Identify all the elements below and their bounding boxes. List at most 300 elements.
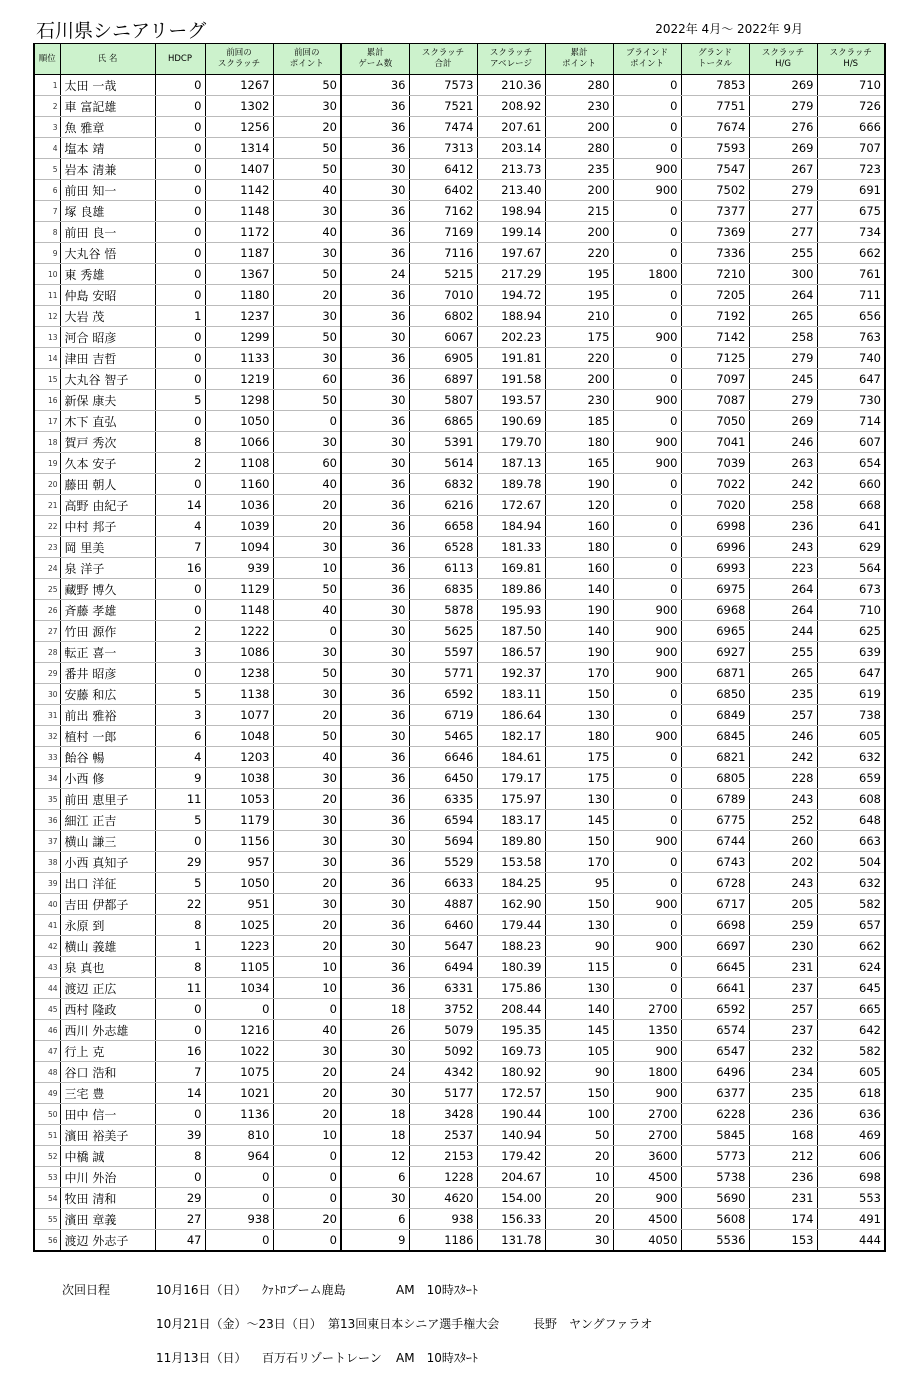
value-cell: 20 — [273, 1062, 341, 1083]
table-row — [34, 831, 885, 852]
value-cell: 654 — [817, 453, 885, 474]
value-cell: 710 — [817, 75, 885, 96]
schedule-item — [62, 1315, 733, 1332]
value-cell: 255 — [749, 642, 817, 663]
value-cell: 36 — [341, 201, 409, 222]
value-cell: 7377 — [681, 201, 749, 222]
value-cell: 30 — [273, 348, 341, 369]
table-row — [34, 117, 885, 138]
value-cell: 30 — [273, 1041, 341, 1062]
value-cell: 0 — [155, 159, 205, 180]
value-cell: 900 — [613, 159, 681, 180]
value-cell: 258 — [749, 495, 817, 516]
value-cell: 1048 — [205, 726, 273, 747]
rank-cell: 11 — [34, 285, 60, 306]
value-cell: 1148 — [205, 600, 273, 621]
table-row — [34, 978, 885, 999]
rank-cell: 37 — [34, 831, 60, 852]
value-cell: 175.97 — [477, 789, 545, 810]
value-cell: 140 — [545, 621, 613, 642]
value-cell: 2 — [155, 453, 205, 474]
value-cell: 217.29 — [477, 264, 545, 285]
table-row — [34, 852, 885, 873]
value-cell: 269 — [749, 138, 817, 159]
schedule-date: 10月16日（日） — [156, 1283, 247, 1297]
value-cell: 47 — [155, 1230, 205, 1252]
player-name-cell: 牧田 清和 — [60, 1188, 155, 1209]
value-cell: 1 — [155, 306, 205, 327]
value-cell: 6805 — [681, 768, 749, 789]
table-row — [34, 915, 885, 936]
value-cell: 1156 — [205, 831, 273, 852]
rank-cell: 2 — [34, 96, 60, 117]
value-cell: 1036 — [205, 495, 273, 516]
value-cell: 115 — [545, 957, 613, 978]
value-cell: 6897 — [409, 369, 477, 390]
value-cell: 8 — [155, 915, 205, 936]
value-cell: 7502 — [681, 180, 749, 201]
value-cell: 20 — [545, 1209, 613, 1230]
value-cell: 8 — [155, 1146, 205, 1167]
value-cell: 6719 — [409, 705, 477, 726]
value-cell: 0 — [155, 243, 205, 264]
value-cell: 5690 — [681, 1188, 749, 1209]
value-cell: 504 — [817, 852, 885, 873]
value-cell: 24 — [341, 1062, 409, 1083]
value-cell: 7547 — [681, 159, 749, 180]
value-cell: 279 — [749, 180, 817, 201]
period-label: 2022年 4月～ 2022年 9月 — [655, 22, 803, 36]
value-cell: 131.78 — [477, 1230, 545, 1252]
schedule-time: AM 10時ｽﾀｰﾄ — [396, 1351, 478, 1365]
table-row — [34, 600, 885, 621]
value-cell: 280 — [545, 75, 613, 96]
table-row — [34, 516, 885, 537]
table-row — [34, 705, 885, 726]
value-cell: 938 — [205, 1209, 273, 1230]
player-name-cell: 大丸谷 悟 — [60, 243, 155, 264]
value-cell: 237 — [749, 1020, 817, 1041]
value-cell: 1142 — [205, 180, 273, 201]
value-cell: 7 — [155, 537, 205, 558]
value-cell: 900 — [613, 1083, 681, 1104]
value-cell: 1302 — [205, 96, 273, 117]
value-cell: 6743 — [681, 852, 749, 873]
player-name-cell: 横山 義雄 — [60, 936, 155, 957]
value-cell: 5647 — [409, 936, 477, 957]
value-cell: 210.36 — [477, 75, 545, 96]
value-cell: 36 — [341, 579, 409, 600]
value-cell: 197.67 — [477, 243, 545, 264]
rank-cell: 26 — [34, 600, 60, 621]
value-cell: 5807 — [409, 390, 477, 411]
value-cell: 6905 — [409, 348, 477, 369]
value-cell: 6331 — [409, 978, 477, 999]
value-cell: 660 — [817, 474, 885, 495]
value-cell: 169.81 — [477, 558, 545, 579]
player-name-cell: 渡辺 正広 — [60, 978, 155, 999]
value-cell: 1077 — [205, 705, 273, 726]
rank-cell: 45 — [34, 999, 60, 1020]
schedule-item — [62, 1281, 596, 1298]
value-cell: 7039 — [681, 453, 749, 474]
rank-cell: 21 — [34, 495, 60, 516]
value-cell: 0 — [613, 789, 681, 810]
value-cell: 279 — [749, 96, 817, 117]
column-header: 順位 — [34, 44, 60, 75]
column-header: 前回の ポイント — [273, 44, 341, 75]
value-cell: 188.23 — [477, 936, 545, 957]
value-cell: 691 — [817, 180, 885, 201]
value-cell: 0 — [613, 978, 681, 999]
value-cell: 662 — [817, 243, 885, 264]
value-cell: 7593 — [681, 138, 749, 159]
value-cell: 165 — [545, 453, 613, 474]
value-cell: 203.14 — [477, 138, 545, 159]
value-cell: 180.39 — [477, 957, 545, 978]
value-cell: 179.44 — [477, 915, 545, 936]
value-cell: 7169 — [409, 222, 477, 243]
value-cell: 0 — [613, 411, 681, 432]
rank-cell: 3 — [34, 117, 60, 138]
table-row — [34, 873, 885, 894]
value-cell: 2537 — [409, 1125, 477, 1146]
value-cell: 6633 — [409, 873, 477, 894]
value-cell: 1223 — [205, 936, 273, 957]
value-cell: 30 — [341, 327, 409, 348]
value-cell: 255 — [749, 243, 817, 264]
value-cell: 130 — [545, 705, 613, 726]
value-cell: 0 — [613, 243, 681, 264]
table-row — [34, 579, 885, 600]
value-cell: 6821 — [681, 747, 749, 768]
value-cell: 179.70 — [477, 432, 545, 453]
value-cell: 90 — [545, 1062, 613, 1083]
value-cell: 0 — [155, 831, 205, 852]
value-cell: 951 — [205, 894, 273, 915]
value-cell: 5614 — [409, 453, 477, 474]
value-cell: 36 — [341, 810, 409, 831]
value-cell: 30 — [341, 453, 409, 474]
rank-cell: 51 — [34, 1125, 60, 1146]
value-cell: 1053 — [205, 789, 273, 810]
value-cell: 0 — [155, 117, 205, 138]
value-cell: 185 — [545, 411, 613, 432]
value-cell: 629 — [817, 537, 885, 558]
value-cell: 6993 — [681, 558, 749, 579]
value-cell: 6975 — [681, 579, 749, 600]
value-cell: 200 — [545, 180, 613, 201]
rank-cell: 48 — [34, 1062, 60, 1083]
value-cell: 50 — [273, 264, 341, 285]
player-name-cell: 中村 邦子 — [60, 516, 155, 537]
value-cell: 6789 — [681, 789, 749, 810]
player-name-cell: 吉田 伊都子 — [60, 894, 155, 915]
value-cell: 169.73 — [477, 1041, 545, 1062]
value-cell: 553 — [817, 1188, 885, 1209]
player-name-cell: 三宅 豊 — [60, 1083, 155, 1104]
player-name-cell: 河合 昭彦 — [60, 327, 155, 348]
value-cell: 740 — [817, 348, 885, 369]
value-cell: 0 — [205, 1167, 273, 1188]
table-row — [34, 999, 885, 1020]
value-cell: 24 — [341, 264, 409, 285]
rank-cell: 23 — [34, 537, 60, 558]
value-cell: 162.90 — [477, 894, 545, 915]
value-cell: 263 — [749, 453, 817, 474]
value-cell: 183.11 — [477, 684, 545, 705]
rank-cell: 55 — [34, 1209, 60, 1230]
value-cell: 444 — [817, 1230, 885, 1252]
value-cell: 30 — [545, 1230, 613, 1252]
rank-cell: 34 — [34, 768, 60, 789]
value-cell: 204.67 — [477, 1167, 545, 1188]
value-cell: 5536 — [681, 1230, 749, 1252]
rank-cell: 32 — [34, 726, 60, 747]
value-cell: 726 — [817, 96, 885, 117]
value-cell: 6 — [341, 1167, 409, 1188]
value-cell: 191.81 — [477, 348, 545, 369]
value-cell: 900 — [613, 642, 681, 663]
standings-table — [33, 43, 886, 1252]
value-cell: 900 — [613, 453, 681, 474]
value-cell: 7521 — [409, 96, 477, 117]
value-cell: 230 — [749, 936, 817, 957]
value-cell: 900 — [613, 390, 681, 411]
player-name-cell: 番井 昭彦 — [60, 663, 155, 684]
rank-cell: 42 — [34, 936, 60, 957]
value-cell: 957 — [205, 852, 273, 873]
value-cell: 18 — [341, 1104, 409, 1125]
value-cell: 6832 — [409, 474, 477, 495]
value-cell: 900 — [613, 1041, 681, 1062]
value-cell: 30 — [341, 432, 409, 453]
value-cell: 258 — [749, 327, 817, 348]
value-cell: 280 — [545, 138, 613, 159]
player-name-cell: 永原 到 — [60, 915, 155, 936]
value-cell: 130 — [545, 978, 613, 999]
rank-cell: 12 — [34, 306, 60, 327]
value-cell: 900 — [613, 180, 681, 201]
value-cell: 186.57 — [477, 642, 545, 663]
table-row — [34, 264, 885, 285]
value-cell: 187.13 — [477, 453, 545, 474]
value-cell: 36 — [341, 495, 409, 516]
rank-cell: 20 — [34, 474, 60, 495]
value-cell: 7205 — [681, 285, 749, 306]
value-cell: 0 — [273, 621, 341, 642]
value-cell: 208.92 — [477, 96, 545, 117]
column-header: 氏 名 — [60, 44, 155, 75]
player-name-cell: 賀戸 秀次 — [60, 432, 155, 453]
value-cell: 20 — [273, 1209, 341, 1230]
value-cell: 763 — [817, 327, 885, 348]
rank-cell: 41 — [34, 915, 60, 936]
rank-cell: 31 — [34, 705, 60, 726]
player-name-cell: 田中 信一 — [60, 1104, 155, 1125]
value-cell: 938 — [409, 1209, 477, 1230]
value-cell: 265 — [749, 306, 817, 327]
value-cell: 7336 — [681, 243, 749, 264]
table-row — [34, 348, 885, 369]
value-cell: 7210 — [681, 264, 749, 285]
value-cell: 1129 — [205, 579, 273, 600]
player-name-cell: 高野 由紀子 — [60, 495, 155, 516]
value-cell: 150 — [545, 1083, 613, 1104]
value-cell: 246 — [749, 432, 817, 453]
value-cell: 150 — [545, 684, 613, 705]
column-header: スクラッチ 合計 — [409, 44, 477, 75]
value-cell: 6592 — [681, 999, 749, 1020]
value-cell: 605 — [817, 1062, 885, 1083]
schedule-venue: 百万石リゾートレーン — [262, 1351, 382, 1365]
value-cell: 1138 — [205, 684, 273, 705]
value-cell: 6850 — [681, 684, 749, 705]
value-cell: 0 — [613, 957, 681, 978]
column-header: ブラインド ポイント — [613, 44, 681, 75]
value-cell: 30 — [341, 936, 409, 957]
value-cell: 8 — [155, 957, 205, 978]
value-cell: 20 — [273, 516, 341, 537]
value-cell: 7125 — [681, 348, 749, 369]
rank-cell: 54 — [34, 1188, 60, 1209]
value-cell: 232 — [749, 1041, 817, 1062]
value-cell: 6775 — [681, 810, 749, 831]
value-cell: 153 — [749, 1230, 817, 1252]
value-cell: 300 — [749, 264, 817, 285]
rank-cell: 10 — [34, 264, 60, 285]
value-cell: 145 — [545, 810, 613, 831]
player-name-cell: 西村 隆政 — [60, 999, 155, 1020]
value-cell: 1039 — [205, 516, 273, 537]
value-cell: 175.86 — [477, 978, 545, 999]
value-cell: 36 — [341, 978, 409, 999]
value-cell: 236 — [749, 1104, 817, 1125]
value-cell: 30 — [341, 1083, 409, 1104]
value-cell: 6450 — [409, 768, 477, 789]
value-cell: 180 — [545, 537, 613, 558]
value-cell: 236 — [749, 1167, 817, 1188]
value-cell: 7142 — [681, 327, 749, 348]
value-cell: 30 — [273, 810, 341, 831]
value-cell: 30 — [341, 1041, 409, 1062]
player-name-cell: 渡辺 外志子 — [60, 1230, 155, 1252]
table-row — [34, 1125, 885, 1146]
value-cell: 1203 — [205, 747, 273, 768]
player-name-cell: 魚 雅章 — [60, 117, 155, 138]
rank-cell: 53 — [34, 1167, 60, 1188]
value-cell: 1050 — [205, 873, 273, 894]
value-cell: 0 — [155, 579, 205, 600]
player-name-cell: 木下 直弘 — [60, 411, 155, 432]
value-cell: 0 — [273, 1188, 341, 1209]
value-cell: 1 — [155, 936, 205, 957]
value-cell: 184.94 — [477, 516, 545, 537]
value-cell: 4050 — [613, 1230, 681, 1252]
value-cell: 939 — [205, 558, 273, 579]
rank-cell: 24 — [34, 558, 60, 579]
value-cell: 105 — [545, 1041, 613, 1062]
value-cell: 36 — [341, 537, 409, 558]
value-cell: 190 — [545, 600, 613, 621]
value-cell: 36 — [341, 873, 409, 894]
schedule-time: 長野 ヤングファラオ — [533, 1317, 653, 1331]
value-cell: 20 — [545, 1188, 613, 1209]
value-cell: 0 — [613, 558, 681, 579]
value-cell: 5878 — [409, 600, 477, 621]
value-cell: 647 — [817, 663, 885, 684]
table-row — [34, 558, 885, 579]
rank-cell: 43 — [34, 957, 60, 978]
value-cell: 632 — [817, 747, 885, 768]
value-cell: 264 — [749, 600, 817, 621]
value-cell: 265 — [749, 663, 817, 684]
value-cell: 50 — [273, 138, 341, 159]
value-cell: 20 — [273, 705, 341, 726]
value-cell: 5845 — [681, 1125, 749, 1146]
value-cell: 7162 — [409, 201, 477, 222]
value-cell: 30 — [273, 684, 341, 705]
value-cell: 184.61 — [477, 747, 545, 768]
value-cell: 18 — [341, 1125, 409, 1146]
value-cell: 900 — [613, 432, 681, 453]
value-cell: 0 — [613, 201, 681, 222]
value-cell: 234 — [749, 1062, 817, 1083]
value-cell: 0 — [613, 117, 681, 138]
value-cell: 7313 — [409, 138, 477, 159]
value-cell: 663 — [817, 831, 885, 852]
value-cell: 6658 — [409, 516, 477, 537]
value-cell: 9 — [341, 1230, 409, 1252]
value-cell: 36 — [341, 789, 409, 810]
value-cell: 252 — [749, 810, 817, 831]
value-cell: 582 — [817, 894, 885, 915]
value-cell: 36 — [341, 117, 409, 138]
value-cell: 6927 — [681, 642, 749, 663]
rank-cell: 19 — [34, 453, 60, 474]
value-cell: 0 — [155, 999, 205, 1020]
value-cell: 20 — [273, 789, 341, 810]
rank-cell: 1 — [34, 75, 60, 96]
value-cell: 60 — [273, 453, 341, 474]
value-cell: 36 — [341, 138, 409, 159]
value-cell: 0 — [205, 1188, 273, 1209]
table-row — [34, 1062, 885, 1083]
value-cell: 12 — [341, 1146, 409, 1167]
value-cell: 9 — [155, 768, 205, 789]
value-cell: 2153 — [409, 1146, 477, 1167]
player-name-cell: 谷口 浩和 — [60, 1062, 155, 1083]
player-name-cell: 転正 喜一 — [60, 642, 155, 663]
value-cell: 1050 — [205, 411, 273, 432]
value-cell: 6697 — [681, 936, 749, 957]
value-cell: 0 — [273, 1230, 341, 1252]
rank-cell: 29 — [34, 663, 60, 684]
player-name-cell: 塚 良雄 — [60, 201, 155, 222]
value-cell: 4 — [155, 516, 205, 537]
value-cell: 20 — [273, 873, 341, 894]
value-cell: 95 — [545, 873, 613, 894]
value-cell: 0 — [155, 1104, 205, 1125]
value-cell: 1350 — [613, 1020, 681, 1041]
value-cell: 6460 — [409, 915, 477, 936]
table-row — [34, 642, 885, 663]
table-row — [34, 1230, 885, 1252]
value-cell: 50 — [273, 663, 341, 684]
value-cell: 30 — [341, 726, 409, 747]
value-cell: 267 — [749, 159, 817, 180]
value-cell: 632 — [817, 873, 885, 894]
